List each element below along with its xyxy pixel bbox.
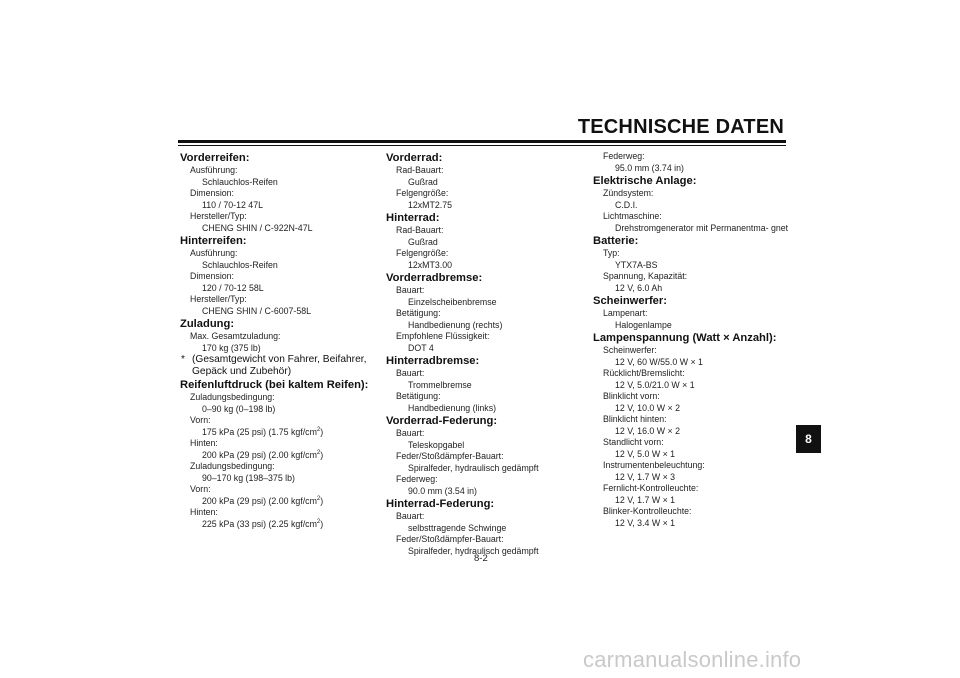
line-text: Halogenlampe: [615, 319, 672, 330]
section-heading: [386, 212, 582, 225]
line-text: Spannung, Kapazität:: [603, 271, 688, 281]
line-text: Betätigung:: [396, 391, 441, 401]
spec-label: [386, 285, 582, 297]
spec-label: [593, 506, 789, 518]
line-text: 12 V, 1.7 W × 3: [615, 471, 676, 482]
spec-label: [180, 438, 376, 450]
line-text: Bauart:: [396, 511, 425, 521]
line-text: Standlicht vorn:: [603, 437, 664, 447]
spec-label: [386, 534, 582, 546]
line-text: Schlauchlos-Reifen: [202, 259, 278, 270]
spec-value: [180, 283, 376, 295]
section-heading: [593, 295, 789, 308]
spec-value: [386, 343, 582, 355]
section-heading: [180, 379, 376, 392]
line-text: 95.0 mm (3.74 in): [615, 162, 684, 173]
line-text: Hinterrad-Federung:: [386, 498, 495, 510]
line-text: Vorderreifen:: [180, 152, 250, 164]
line-text: Scheinwerfer:: [603, 345, 657, 355]
line-text: Dimension:: [190, 271, 235, 281]
line-text: selbsttragende Schwinge: [408, 522, 507, 533]
line-text-end: ): [320, 426, 324, 437]
footnote-text: (Gesamtgewicht von Fahrer, Beifahrer, Gepäck und Zubehör): [192, 354, 367, 377]
line-text: Hinterradbremse:: [386, 355, 480, 367]
line-text: 12 V, 10.0 W × 2: [615, 402, 680, 413]
spec-value: [386, 237, 582, 249]
line-text: Empfohlene Flüssigkeit:: [396, 331, 490, 341]
spec-value: [180, 496, 376, 508]
footnote: [180, 354, 376, 378]
line-text: 175 kPa (25 psi) (1.75 kgf/cm: [202, 426, 317, 437]
line-text: Federweg:: [603, 151, 645, 161]
section-heading: [386, 498, 582, 511]
spec-value: [180, 427, 376, 439]
line-text: YTX7A-BS: [615, 259, 658, 270]
line-text: CHENG SHIN / C-6007-58L: [202, 305, 312, 316]
spec-label: [180, 165, 376, 177]
spec-value: [593, 449, 789, 461]
superscript: 2: [316, 518, 321, 525]
section-heading: [386, 272, 582, 285]
line-text: Felgengröße:: [396, 188, 449, 198]
spec-label: [386, 511, 582, 523]
chapter-tab[interactable]: 8: [796, 425, 821, 453]
spec-value: [180, 473, 376, 485]
spec-value: [386, 403, 582, 415]
line-text: Blinker-Kontrolleuchte:: [603, 506, 692, 516]
line-text: Lichtmaschine:: [603, 211, 662, 221]
line-text: Ausführung:: [190, 248, 238, 258]
superscript: 2: [316, 426, 321, 433]
line-text: Bauart:: [396, 368, 425, 378]
spec-value: [180, 450, 376, 462]
line-text: Teleskopgabel: [408, 439, 465, 450]
spec-label: [386, 188, 582, 200]
line-text: Zuladungsbedingung:: [190, 461, 275, 471]
spec-value: [593, 223, 789, 235]
spec-value: [593, 357, 789, 369]
line-text: 12 V, 16.0 W × 2: [615, 425, 680, 436]
section-heading: [386, 415, 582, 428]
line-text: Schlauchlos-Reifen: [202, 176, 278, 187]
line-text: Blinklicht vorn:: [603, 391, 660, 401]
line-text: 12 V, 1.7 W × 1: [615, 494, 676, 505]
line-text: Einzelscheibenbremse: [408, 296, 497, 307]
spec-label: [180, 188, 376, 200]
spec-label: [593, 271, 789, 283]
line-text: Max. Gesamtzuladung:: [190, 331, 281, 341]
spec-value: [593, 163, 789, 175]
spec-value: [386, 320, 582, 332]
line-text: Trommelbremse: [408, 379, 472, 390]
line-text-end: ): [320, 495, 324, 506]
line-text: Felgengröße:: [396, 248, 449, 258]
line-text: Hinterrad:: [386, 212, 440, 224]
line-text: Betätigung:: [396, 308, 441, 318]
line-text: Zuladungsbedingung:: [190, 392, 275, 402]
spec-value: [180, 306, 376, 318]
line-text: Vorderrad-Federung:: [386, 415, 498, 427]
watermark: carmanualsonline.info: [583, 647, 802, 672]
line-text: Gußrad: [408, 236, 438, 247]
header-rule: [178, 140, 786, 143]
line-text: 12 V, 6.0 Ah: [615, 282, 663, 293]
spec-column-2: [386, 151, 582, 557]
line-text: Blinklicht hinten:: [603, 414, 667, 424]
spec-label: [180, 331, 376, 343]
line-text: 12 V, 5.0 W × 1: [615, 448, 676, 459]
spec-value: [386, 177, 582, 189]
spec-label: [180, 507, 376, 519]
line-text: 12 V, 5.0/21.0 W × 1: [615, 379, 695, 390]
line-text: CHENG SHIN / C-922N-47L: [202, 222, 313, 233]
spec-value: [180, 343, 376, 355]
spec-value: [593, 403, 789, 415]
spec-value: [386, 523, 582, 535]
footnote-marker: *: [181, 354, 185, 365]
spec-label: [593, 391, 789, 403]
line-text: Handbedienung (links): [408, 402, 497, 413]
line-text: Ausführung:: [190, 165, 238, 175]
line-text: Spiralfeder, hydraulisch gedämpft: [408, 462, 539, 473]
line-text: 12xMT2.75: [408, 199, 453, 210]
spec-label: [386, 248, 582, 260]
line-text: Zündsystem:: [603, 188, 654, 198]
line-text: Bauart:: [396, 428, 425, 438]
spec-label: [386, 474, 582, 486]
line-text: Rad-Bauart:: [396, 225, 444, 235]
section-heading: [593, 332, 789, 345]
spec-value: [386, 260, 582, 272]
section-heading: [386, 152, 582, 165]
line-text: 12 V, 60 W/55.0 W × 1: [615, 356, 703, 367]
line-text: Hersteller/Typ:: [190, 294, 247, 304]
line-text: Vorn:: [190, 484, 211, 494]
line-text: Bauart:: [396, 285, 425, 295]
spec-value: [593, 320, 789, 332]
spec-label: [593, 368, 789, 380]
spec-label: [593, 437, 789, 449]
section-heading: [180, 152, 376, 165]
line-text: Vorn:: [190, 415, 211, 425]
line-text: Scheinwerfer:: [593, 295, 667, 307]
spec-label: [386, 391, 582, 403]
line-text: 120 / 70-12 58L: [202, 282, 264, 293]
line-text: 12 V, 3.4 W × 1: [615, 517, 676, 528]
spec-value: [593, 472, 789, 484]
spec-value: [180, 223, 376, 235]
line-text: 200 kPa (29 psi) (2.00 kgf/cm: [202, 449, 317, 460]
line-text: 200 kPa (29 psi) (2.00 kgf/cm: [202, 495, 317, 506]
line-text: Rücklicht/Bremslicht:: [603, 368, 685, 378]
line-text: Gußrad: [408, 176, 438, 187]
spec-value: [180, 177, 376, 189]
line-text-end: ): [320, 518, 324, 529]
spec-label: [386, 165, 582, 177]
spec-label: [593, 308, 789, 320]
line-text: Typ:: [603, 248, 620, 258]
spec-label: [386, 331, 582, 343]
line-text: Drehstromgenerator mit Permanentma- gnet: [615, 222, 789, 233]
spec-label: [180, 392, 376, 404]
line-text: Hinterreifen:: [180, 235, 247, 247]
spec-label: [180, 294, 376, 306]
page-number: 8-2: [474, 553, 488, 564]
line-text: Feder/Stoßdämpfer-Bauart:: [396, 534, 504, 544]
line-text: 0–90 kg (0–198 lb): [202, 403, 276, 414]
line-text: 110 / 70-12 47L: [202, 199, 263, 210]
superscript: 2: [316, 449, 321, 456]
line-text: Federweg:: [396, 474, 438, 484]
spec-label: [180, 415, 376, 427]
spec-label: [593, 248, 789, 260]
spec-value: [180, 519, 376, 531]
spec-label: [593, 414, 789, 426]
line-text: Zuladung:: [180, 318, 235, 330]
spec-value: [386, 440, 582, 452]
spec-value: [386, 463, 582, 475]
line-text: Lampenspannung (Watt × Anzahl):: [593, 332, 777, 344]
line-text: Hinten:: [190, 507, 218, 517]
spec-value: [180, 200, 376, 212]
line-text: Hinten:: [190, 438, 218, 448]
spec-label: [593, 211, 789, 223]
spec-label: [593, 151, 789, 163]
line-text: Dimension:: [190, 188, 235, 198]
spec-value: [386, 486, 582, 498]
line-text: Vorderradbremse:: [386, 272, 483, 284]
line-text: Vorderrad:: [386, 152, 443, 164]
line-text: 225 kPa (33 psi) (2.25 kgf/cm: [202, 518, 317, 529]
line-text: 90–170 kg (198–375 lb): [202, 472, 295, 483]
line-text: Elektrische Anlage:: [593, 175, 697, 187]
section-heading: [386, 355, 582, 368]
spec-label: [386, 368, 582, 380]
spec-value: [180, 404, 376, 416]
line-text: Reifenluftdruck (bei kaltem Reifen):: [180, 379, 369, 391]
spec-label: [386, 428, 582, 440]
page-title: TECHNISCHE DATEN: [577, 116, 784, 138]
line-text: 170 kg (375 lb): [202, 342, 261, 353]
spec-value: [180, 260, 376, 272]
spec-label: [593, 483, 789, 495]
line-text: Batterie:: [593, 235, 639, 247]
line-text: Instrumentenbeleuchtung:: [603, 460, 705, 470]
spec-value: [386, 200, 582, 212]
spec-value: [593, 283, 789, 295]
line-text-end: ): [320, 449, 324, 460]
spec-label: [386, 451, 582, 463]
spec-value: [593, 495, 789, 507]
spec-label: [386, 308, 582, 320]
superscript: 2: [316, 495, 321, 502]
line-text: Feder/Stoßdämpfer-Bauart:: [396, 451, 504, 461]
section-heading: [180, 235, 376, 248]
spec-label: [593, 460, 789, 472]
section-heading: [593, 235, 789, 248]
line-text: Hersteller/Typ:: [190, 211, 247, 221]
line-text: Rad-Bauart:: [396, 165, 444, 175]
line-text: C.D.I.: [615, 199, 638, 210]
line-text: DOT 4: [408, 342, 434, 353]
spec-label: [180, 271, 376, 283]
section-heading: [593, 175, 789, 188]
spec-label: [180, 248, 376, 260]
spec-value: [386, 380, 582, 392]
line-text: 90.0 mm (3.54 in): [408, 485, 477, 496]
spec-value: [593, 260, 789, 272]
spec-value: [593, 380, 789, 392]
line-text: Spiralfeder, hydraulisch gedämpft: [408, 545, 539, 556]
header-rule-thin: [178, 145, 786, 146]
spec-column-3: [593, 151, 789, 529]
spec-label: [593, 345, 789, 357]
line-text: Handbedienung (rechts): [408, 319, 503, 330]
spec-label: [593, 188, 789, 200]
spec-label: [180, 461, 376, 473]
line-text: 12xMT3.00: [408, 259, 453, 270]
section-heading: [180, 318, 376, 331]
spec-value: [386, 297, 582, 309]
line-text: Lampenart:: [603, 308, 648, 318]
spec-label: [180, 484, 376, 496]
spec-value: [593, 200, 789, 212]
spec-column-1: [180, 151, 376, 530]
spec-label: [386, 225, 582, 237]
spec-label: [180, 211, 376, 223]
spec-value: [593, 426, 789, 438]
spec-value: [593, 518, 789, 530]
line-text: Fernlicht-Kontrolleuchte:: [603, 483, 699, 493]
